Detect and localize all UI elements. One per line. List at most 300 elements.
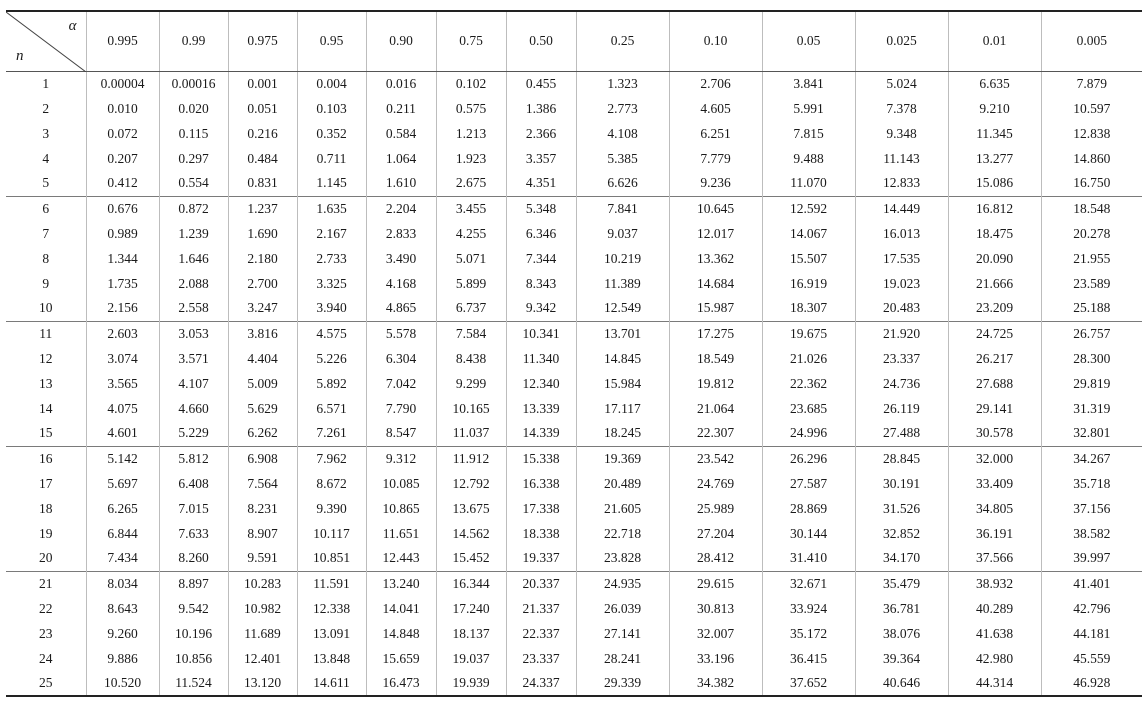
- row-index-cell: 13: [39, 375, 53, 391]
- table-row: [6, 296, 1142, 321]
- table-cell: 4.255: [436, 221, 506, 246]
- row-index-cell: 24: [39, 650, 53, 666]
- table-cell: 16.750: [1041, 171, 1142, 196]
- table-cell: 42.796: [1041, 596, 1142, 621]
- table-cell: 2.733: [297, 246, 366, 271]
- table-row: [6, 671, 1142, 696]
- table-cell: 8.897: [159, 571, 228, 596]
- table-row: [6, 321, 1142, 346]
- table-cell: 28.869: [762, 496, 855, 521]
- table-cell: 3.325: [297, 271, 366, 296]
- column-header: 0.99: [159, 11, 228, 71]
- table-cell: 9.312: [366, 446, 436, 471]
- table-cell: 5.578: [366, 321, 436, 346]
- table-cell: 23.828: [576, 546, 669, 571]
- table-cell: 41.638: [948, 621, 1041, 646]
- column-header: 0.90: [366, 11, 436, 71]
- table-cell: 17.240: [436, 596, 506, 621]
- table-cell: 12.838: [1041, 121, 1142, 146]
- table-cell: 8.438: [436, 346, 506, 371]
- table-cell: 11.340: [506, 346, 576, 371]
- table-row: [6, 371, 1142, 396]
- table-cell: 1.646: [159, 246, 228, 271]
- table-cell: 1.386: [506, 96, 576, 121]
- table-cell: 23.542: [669, 446, 762, 471]
- table-cell: 32.671: [762, 571, 855, 596]
- table-cell: 20.090: [948, 246, 1041, 271]
- table-cell: 0.020: [159, 96, 228, 121]
- table-cell: 27.141: [576, 621, 669, 646]
- table-cell: 3.490: [366, 246, 436, 271]
- table-cell: 34.805: [948, 496, 1041, 521]
- table-cell: 10.982: [228, 596, 297, 621]
- table-cell: 0.051: [228, 96, 297, 121]
- table-cell: 12.338: [297, 596, 366, 621]
- table-cell: 0.216: [228, 121, 297, 146]
- table-cell: 29.615: [669, 571, 762, 596]
- table-cell: 15.086: [948, 171, 1041, 196]
- table-cell: 16.013: [855, 221, 948, 246]
- table-cell: 21.064: [669, 396, 762, 421]
- table-cell: 24.996: [762, 421, 855, 446]
- table-cell: 0.575: [436, 96, 506, 121]
- table-cell: 18.245: [576, 421, 669, 446]
- table-cell: 18.307: [762, 296, 855, 321]
- table-cell: 22.307: [669, 421, 762, 446]
- table-cell: 6.251: [669, 121, 762, 146]
- table-cell: 27.688: [948, 371, 1041, 396]
- table-cell: 11.591: [297, 571, 366, 596]
- table-cell: 10.165: [436, 396, 506, 421]
- table-cell: 25.188: [1041, 296, 1142, 321]
- row-index-cell: 1: [42, 75, 50, 91]
- table-row: [6, 471, 1142, 496]
- table-cell: 6.737: [436, 296, 506, 321]
- table-cell: 30.191: [855, 471, 948, 496]
- table-cell: 3.816: [228, 321, 297, 346]
- table-cell: 37.652: [762, 671, 855, 696]
- table-cell: 13.848: [297, 646, 366, 671]
- table-cell: 10.851: [297, 546, 366, 571]
- column-header: 0.95: [297, 11, 366, 71]
- row-index-cell: 19: [39, 525, 53, 541]
- table-cell: 35.718: [1041, 471, 1142, 496]
- table-cell: 21.337: [506, 596, 576, 621]
- table-cell: 11.070: [762, 171, 855, 196]
- table-cell: 28.300: [1041, 346, 1142, 371]
- table-cell: 4.865: [366, 296, 436, 321]
- table-row: [6, 196, 1142, 221]
- table-cell: 19.337: [506, 546, 576, 571]
- table-cell: 7.434: [86, 546, 159, 571]
- table-cell: 2.700: [228, 271, 297, 296]
- table-cell: 28.845: [855, 446, 948, 471]
- row-index-cell: 18: [39, 500, 53, 516]
- table-cell: 6.626: [576, 171, 669, 196]
- table-cell: 14.848: [366, 621, 436, 646]
- table-cell: 13.120: [228, 671, 297, 696]
- table-cell: 13.701: [576, 321, 669, 346]
- table-cell: 20.278: [1041, 221, 1142, 246]
- row-index-cell: 9: [42, 275, 50, 291]
- table-cell: 2.088: [159, 271, 228, 296]
- table-cell: 17.535: [855, 246, 948, 271]
- table-cell: 17.275: [669, 321, 762, 346]
- table-cell: 14.449: [855, 196, 948, 221]
- table-cell: 7.564: [228, 471, 297, 496]
- table-cell: 0.102: [436, 71, 506, 96]
- table-cell: 7.344: [506, 246, 576, 271]
- table-cell: 4.575: [297, 321, 366, 346]
- table-cell: 0.711: [297, 146, 366, 171]
- table-cell: 27.204: [669, 521, 762, 546]
- table-cell: 13.675: [436, 496, 506, 521]
- table-cell: 1.690: [228, 221, 297, 246]
- table-cell: 0.00016: [159, 71, 228, 96]
- table-cell: 39.997: [1041, 546, 1142, 571]
- table-cell: 0.554: [159, 171, 228, 196]
- table-cell: 4.107: [159, 371, 228, 396]
- table-cell: 7.815: [762, 121, 855, 146]
- table-cell: 5.071: [436, 246, 506, 271]
- table-cell: 10.341: [506, 321, 576, 346]
- table-cell: 13.091: [297, 621, 366, 646]
- table-cell: 27.587: [762, 471, 855, 496]
- table-cell: 14.684: [669, 271, 762, 296]
- table-cell: 2.706: [669, 71, 762, 96]
- table-cell: 20.483: [855, 296, 948, 321]
- corner-cell: [6, 11, 86, 71]
- table-cell: 12.017: [669, 221, 762, 246]
- table-cell: 16.473: [366, 671, 436, 696]
- table-cell: 5.899: [436, 271, 506, 296]
- table-cell: 15.984: [576, 371, 669, 396]
- table-cell: 0.455: [506, 71, 576, 96]
- table-cell: 0.001: [228, 71, 297, 96]
- table-cell: 28.241: [576, 646, 669, 671]
- table-cell: 2.833: [366, 221, 436, 246]
- table-cell: 12.401: [228, 646, 297, 671]
- table-cell: 17.338: [506, 496, 576, 521]
- table-cell: 9.488: [762, 146, 855, 171]
- table-cell: 0.115: [159, 121, 228, 146]
- table-cell: 5.629: [228, 396, 297, 421]
- table-cell: 34.267: [1041, 446, 1142, 471]
- row-index-cell: 2: [42, 100, 50, 116]
- table-cell: 18.475: [948, 221, 1041, 246]
- table-row: [6, 446, 1142, 471]
- table-cell: 15.338: [506, 446, 576, 471]
- row-index-cell: 16: [6, 446, 86, 471]
- table-row: [6, 546, 1142, 571]
- table-cell: 14.860: [1041, 146, 1142, 171]
- table-cell: 9.236: [669, 171, 762, 196]
- table-row: [6, 121, 1142, 146]
- table-cell: 25.989: [669, 496, 762, 521]
- table-cell: 1.237: [228, 196, 297, 221]
- column-header: 0.50: [506, 11, 576, 71]
- row-index-cell: 21: [6, 571, 86, 596]
- row-index-cell: 25: [6, 671, 86, 696]
- table-cell: 11.389: [576, 271, 669, 296]
- table-cell: 15.659: [366, 646, 436, 671]
- row-index-cell: 12: [39, 350, 53, 366]
- table-cell: 0.072: [86, 121, 159, 146]
- column-header: 0.25: [576, 11, 669, 71]
- table-cell: 30.144: [762, 521, 855, 546]
- column-header: 0.75: [436, 11, 506, 71]
- row-index-cell: 14: [39, 400, 53, 416]
- table-cell: 5.348: [506, 196, 576, 221]
- table-cell: 4.168: [366, 271, 436, 296]
- column-header: 0.005: [1041, 11, 1142, 71]
- table-row: [6, 96, 1142, 121]
- table-cell: 12.792: [436, 471, 506, 496]
- table-cell: 11.651: [366, 521, 436, 546]
- table-cell: 0.989: [86, 221, 159, 246]
- table-cell: 2.180: [228, 246, 297, 271]
- table-cell: 10.085: [366, 471, 436, 496]
- table-cell: 0.00004: [86, 71, 159, 96]
- table-cell: 0.010: [86, 96, 159, 121]
- table-cell: 3.841: [762, 71, 855, 96]
- table-cell: 29.339: [576, 671, 669, 696]
- row-index-cell: 8: [42, 250, 50, 266]
- table-cell: 7.879: [1041, 71, 1142, 96]
- table-cell: 31.319: [1041, 396, 1142, 421]
- table-cell: 37.566: [948, 546, 1041, 571]
- table-cell: 8.034: [86, 571, 159, 596]
- table-cell: 5.991: [762, 96, 855, 121]
- table-cell: 18.549: [669, 346, 762, 371]
- table-cell: 8.231: [228, 496, 297, 521]
- table-cell: 0.584: [366, 121, 436, 146]
- table-cell: 1.735: [86, 271, 159, 296]
- table-cell: 6.571: [297, 396, 366, 421]
- table-cell: 5.892: [297, 371, 366, 396]
- table-cell: 38.076: [855, 621, 948, 646]
- table-cell: 16.338: [506, 471, 576, 496]
- table-cell: 2.558: [159, 296, 228, 321]
- table-cell: 12.443: [366, 546, 436, 571]
- table-cell: 1.145: [297, 171, 366, 196]
- table-cell: 40.289: [948, 596, 1041, 621]
- table-cell: 32.000: [948, 446, 1041, 471]
- table-row: [6, 521, 1142, 546]
- table-cell: 0.297: [159, 146, 228, 171]
- table-cell: 22.337: [506, 621, 576, 646]
- table-row: [6, 396, 1142, 421]
- table-cell: 1.923: [436, 146, 506, 171]
- table-cell: 4.351: [506, 171, 576, 196]
- table-cell: 9.260: [86, 621, 159, 646]
- table-cell: 7.042: [366, 371, 436, 396]
- table-cell: 2.366: [506, 121, 576, 146]
- table-cell: 19.023: [855, 271, 948, 296]
- row-index-cell: 4: [42, 150, 50, 166]
- table-cell: 23.685: [762, 396, 855, 421]
- table-row: [6, 271, 1142, 296]
- table-cell: 4.404: [228, 346, 297, 371]
- table-cell: 3.565: [86, 371, 159, 396]
- table-cell: 16.919: [762, 271, 855, 296]
- table-cell: 8.672: [297, 471, 366, 496]
- table-cell: 1.323: [576, 71, 669, 96]
- table-row: [6, 646, 1142, 671]
- table-cell: 20.337: [506, 571, 576, 596]
- table-cell: 23.337: [506, 646, 576, 671]
- table-cell: 1.610: [366, 171, 436, 196]
- table-cell: 9.886: [86, 646, 159, 671]
- table-cell: 19.812: [669, 371, 762, 396]
- table-cell: 2.773: [576, 96, 669, 121]
- table-cell: 1.344: [86, 246, 159, 271]
- table-cell: 33.409: [948, 471, 1041, 496]
- table-cell: 19.369: [576, 446, 669, 471]
- table-cell: 26.757: [1041, 321, 1142, 346]
- chi-square-table-page: [6, 0, 1142, 724]
- table-cell: 27.488: [855, 421, 948, 446]
- table-cell: 23.589: [1041, 271, 1142, 296]
- table-cell: 7.779: [669, 146, 762, 171]
- table-cell: 9.348: [855, 121, 948, 146]
- table-cell: 44.314: [948, 671, 1041, 696]
- table-cell: 6.346: [506, 221, 576, 246]
- table-cell: 7.962: [297, 446, 366, 471]
- table-cell: 44.181: [1041, 621, 1142, 646]
- table-cell: 1.213: [436, 121, 506, 146]
- chi-square-table: [6, 10, 1142, 697]
- table-cell: 11.037: [436, 421, 506, 446]
- table-cell: 26.039: [576, 596, 669, 621]
- table-cell: 13.240: [366, 571, 436, 596]
- table-row: [6, 346, 1142, 371]
- table-cell: 11.143: [855, 146, 948, 171]
- table-cell: 8.547: [366, 421, 436, 446]
- table-cell: 9.542: [159, 596, 228, 621]
- table-cell: 3.571: [159, 346, 228, 371]
- table-cell: 3.357: [506, 146, 576, 171]
- table-row: [6, 571, 1142, 596]
- table-row: [6, 246, 1142, 271]
- table-cell: 4.660: [159, 396, 228, 421]
- table-cell: 4.601: [86, 421, 159, 446]
- table-cell: 10.645: [669, 196, 762, 221]
- table-cell: 0.484: [228, 146, 297, 171]
- table-cell: 21.666: [948, 271, 1041, 296]
- table-row: [6, 71, 1142, 96]
- table-cell: 18.338: [506, 521, 576, 546]
- table-cell: 32.852: [855, 521, 948, 546]
- table-cell: 12.592: [762, 196, 855, 221]
- table-cell: 19.675: [762, 321, 855, 346]
- table-cell: 0.004: [297, 71, 366, 96]
- table-cell: 3.053: [159, 321, 228, 346]
- table-cell: 33.196: [669, 646, 762, 671]
- table-cell: 6.635: [948, 71, 1041, 96]
- table-cell: 4.108: [576, 121, 669, 146]
- table-cell: 28.412: [669, 546, 762, 571]
- table-cell: 9.342: [506, 296, 576, 321]
- table-cell: 0.676: [86, 196, 159, 221]
- table-cell: 2.156: [86, 296, 159, 321]
- row-index-cell: 11: [6, 321, 86, 346]
- table-cell: 10.520: [86, 671, 159, 696]
- table-cell: 8.260: [159, 546, 228, 571]
- column-header: 0.025: [855, 11, 948, 71]
- table-cell: 35.479: [855, 571, 948, 596]
- table-cell: 13.339: [506, 396, 576, 421]
- table-cell: 24.935: [576, 571, 669, 596]
- table-cell: 0.831: [228, 171, 297, 196]
- table-cell: 12.340: [506, 371, 576, 396]
- table-cell: 2.204: [366, 196, 436, 221]
- row-index-cell: 6: [6, 196, 86, 221]
- table-cell: 35.172: [762, 621, 855, 646]
- table-cell: 3.455: [436, 196, 506, 221]
- column-header: 0.995: [86, 11, 159, 71]
- column-header: 0.01: [948, 11, 1041, 71]
- table-cell: 0.103: [297, 96, 366, 121]
- table-cell: 19.037: [436, 646, 506, 671]
- table-cell: 21.605: [576, 496, 669, 521]
- table-cell: 18.137: [436, 621, 506, 646]
- table-cell: 7.378: [855, 96, 948, 121]
- table-cell: 5.229: [159, 421, 228, 446]
- table-cell: 14.067: [762, 221, 855, 246]
- table-cell: 3.074: [86, 346, 159, 371]
- n-label: n: [16, 47, 24, 64]
- table-cell: 23.209: [948, 296, 1041, 321]
- table-cell: 9.210: [948, 96, 1041, 121]
- row-index-cell: 17: [39, 475, 53, 491]
- table-cell: 9.591: [228, 546, 297, 571]
- table-cell: 0.352: [297, 121, 366, 146]
- table-cell: 38.582: [1041, 521, 1142, 546]
- table-cell: 16.344: [436, 571, 506, 596]
- table-cell: 5.024: [855, 71, 948, 96]
- table-cell: 6.408: [159, 471, 228, 496]
- table-cell: 3.247: [228, 296, 297, 321]
- table-cell: 5.009: [228, 371, 297, 396]
- table-cell: 11.345: [948, 121, 1041, 146]
- table-cell: 5.142: [86, 446, 159, 471]
- table-cell: 8.907: [228, 521, 297, 546]
- table-cell: 34.382: [669, 671, 762, 696]
- table-cell: 23.337: [855, 346, 948, 371]
- table-cell: 15.507: [762, 246, 855, 271]
- table-cell: 10.283: [228, 571, 297, 596]
- table-cell: 26.296: [762, 446, 855, 471]
- table-cell: 33.924: [762, 596, 855, 621]
- table-cell: 9.037: [576, 221, 669, 246]
- table-cell: 8.643: [86, 596, 159, 621]
- column-header: 0.975: [228, 11, 297, 71]
- table-cell: 36.415: [762, 646, 855, 671]
- table-cell: 10.865: [366, 496, 436, 521]
- table-cell: 0.872: [159, 196, 228, 221]
- table-cell: 46.928: [1041, 671, 1142, 696]
- table-cell: 14.562: [436, 521, 506, 546]
- table-cell: 12.549: [576, 296, 669, 321]
- table-cell: 16.812: [948, 196, 1041, 221]
- table-cell: 10.219: [576, 246, 669, 271]
- row-index-cell: 23: [39, 625, 53, 641]
- table-cell: 30.578: [948, 421, 1041, 446]
- table-row: [6, 146, 1142, 171]
- table-row: [6, 496, 1142, 521]
- table-cell: 36.191: [948, 521, 1041, 546]
